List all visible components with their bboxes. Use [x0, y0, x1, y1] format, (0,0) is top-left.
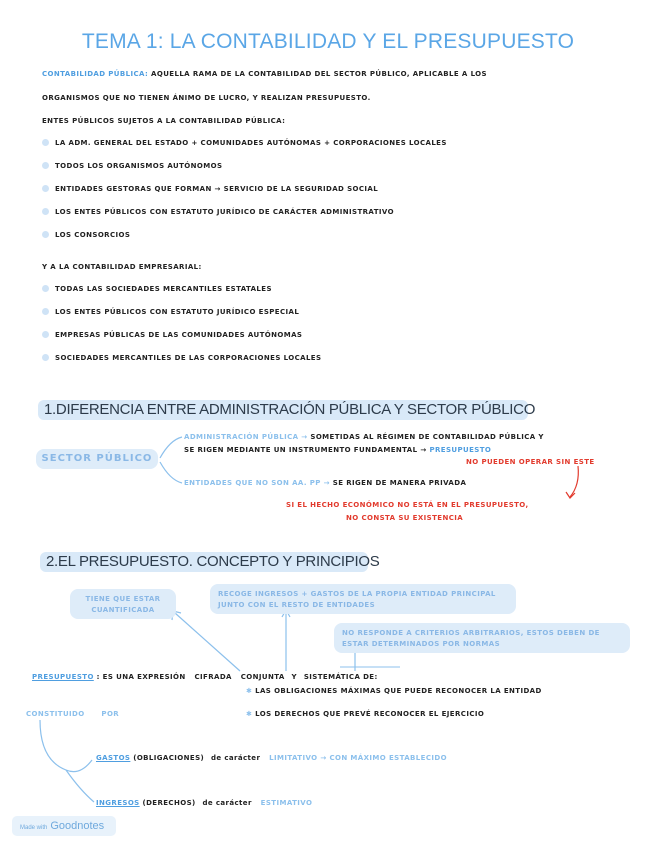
branch-1-line-1: [184, 433, 544, 441]
bullet-dot: [42, 331, 49, 338]
ingresos-line: [96, 799, 312, 807]
list-item: [42, 162, 222, 170]
list-item-text: EMPRESAS PÚBLICAS DE LAS COMUNIDADES AUTÓNOMAS: [55, 331, 303, 339]
bullet-dot: [42, 139, 49, 146]
list-item-text: ENTIDADES GESTORAS QUE FORMAN → SERVICIO DE LA SEGURIDAD SOCIAL: [55, 185, 379, 193]
pill-cifrada: [70, 589, 176, 619]
intro-text-1: AQUELLA RAMA DE LA CONTABILIDAD DEL SECTOR PÚBLICO, APLICABLE A LOS: [151, 70, 487, 78]
branch-1-text-2: SE RIGEN MEDIANTE UN INSTRUMENTO FUNDAMENTAL →: [184, 446, 427, 454]
pill-sistematica: [334, 623, 630, 653]
ingresos-type: ESTIMATIVO: [260, 799, 313, 807]
list-item-text: LA ADM. GENERAL DEL ESTADO + COMUNIDADES AUTÓNOMAS + CORPORACIONES LOCALES: [55, 139, 447, 147]
branch-1-red-note: NO PUEDEN OPERAR SIN ESTE: [466, 458, 595, 466]
list-item-text: LOS ENTES PÚBLICOS CON ESTATUTO JURÍDICO DE CARÁCTER ADMINISTRATIVO: [55, 208, 394, 216]
ingresos-paren: (DERECHOS): [142, 799, 196, 807]
gastos-paren: (OBLIGACIONES): [133, 754, 205, 762]
section-2-heading: 2.EL PRESUPUESTO. CONCEPTO Y PRINCIPIOS: [40, 552, 368, 572]
star-icon: ✱: [246, 710, 253, 718]
pill-cifrada-line-1: TIENE QUE ESTAR: [85, 595, 161, 603]
ingresos-term: INGRESOS: [96, 799, 140, 807]
bullet-dot: [42, 208, 49, 215]
star-icon: ✱: [246, 687, 253, 695]
intro-term: CONTABILIDAD PÚBLICA:: [42, 70, 149, 78]
list-item: [42, 285, 272, 293]
sector-publico-pill: SECTOR PÚBLICO: [36, 449, 158, 469]
list-item-text: SOCIEDADES MERCANTILES DE LAS CORPORACIONES LOCALES: [55, 354, 322, 362]
branch-1-text: SOMETIDAS AL RÉGIMEN DE CONTABILIDAD PÚBLICA Y: [310, 433, 544, 441]
intro-line-1: [42, 70, 487, 78]
branch-2-label: ENTIDADES QUE NO SON AA. PP →: [184, 479, 330, 487]
list-item: [42, 354, 321, 362]
word-y: Y: [291, 673, 297, 681]
gastos-type: LIMITATIVO → CON MÁXIMO ESTABLECIDO: [269, 754, 447, 762]
word-conjunta: CONJUNTA: [240, 673, 285, 681]
footer-brand: Goodnotes: [50, 820, 105, 832]
business-heading: Y A LA CONTABILIDAD EMPRESARIAL:: [42, 263, 202, 271]
branch-1-line-2: [184, 446, 491, 454]
list-item: [42, 308, 299, 316]
pill-cifrada-line-2: CUANTIFICADA: [91, 606, 155, 614]
list-item-text: TODAS LAS SOCIEDADES MERCANTILES ESTATALES: [55, 285, 272, 293]
branch-1-label: ADMINISTRACIÓN PÚBLICA →: [184, 433, 308, 441]
list-item: [42, 331, 302, 339]
bullet-dot: [42, 354, 49, 361]
list-item: [42, 231, 130, 239]
red-note-2: NO CONSTA SU EXISTENCIA: [346, 514, 464, 522]
definition-line: [32, 673, 378, 681]
goodnotes-badge[interactable]: [12, 816, 116, 836]
section-1-heading: 1.DIFERENCIA ENTRE ADMINISTRACIÓN PÚBLICA Y SECTOR PÚBLICO: [38, 400, 528, 420]
definition-text: : ES UNA EXPRESIÓN: [96, 673, 186, 681]
star-item-text: LOS DERECHOS QUE PREVÉ RECONOCER EL EJERCICIO: [255, 710, 485, 718]
branch-1-presupuesto: PRESUPUESTO: [429, 446, 492, 454]
pill-conjunta-line-1: RECOGE INGRESOS + GASTOS DE LA PROPIA ENTIDAD PRINCIPAL: [218, 590, 496, 598]
page-title: TEMA 1: LA CONTABILIDAD Y EL PRESUPUESTO: [81, 30, 575, 53]
red-note-1: SI EL HECHO ECONÓMICO NO ESTÁ EN EL PRESUPUESTO,: [286, 501, 529, 509]
pill-sistematica-line-2: ESTAR DETERMINADOS POR NORMAS: [342, 640, 501, 648]
list-item: [42, 208, 394, 216]
list-item-text: LOS ENTES PÚBLICOS CON ESTATUTO JURÍDICO ESPECIAL: [55, 308, 300, 316]
bullet-dot: [42, 308, 49, 315]
gastos-de: de carácter: [210, 754, 261, 762]
footer-prefix: Made with: [20, 825, 48, 831]
bullet-dot: [42, 285, 49, 292]
word-sistematica: SISTEMÁTICA DE:: [303, 673, 378, 681]
gastos-term: GASTOS: [96, 754, 131, 762]
star-item: [246, 710, 484, 718]
word-cifrada: CIFRADA: [194, 673, 232, 681]
pill-sistematica-line-1: NO RESPONDE A CRITERIOS ARBITRARIOS, ESTOS DEBEN DE: [342, 629, 600, 637]
subjects-heading: ENTES PÚBLICOS SUJETOS A LA CONTABILIDAD PÚBLICA:: [42, 117, 286, 125]
list-item: [42, 139, 447, 147]
intro-text-2: ORGANISMOS QUE NO TIENEN ÁNIMO DE LUCRO, Y REALIZAN PRESUPUESTO.: [42, 94, 371, 102]
ingresos-de: de carácter: [202, 799, 252, 807]
pill-conjunta-line-2: JUNTO CON EL RESTO DE ENTIDADES: [218, 601, 376, 609]
list-item: [42, 185, 378, 193]
bullet-dot: [42, 231, 49, 238]
list-item-text: LOS CONSORCIOS: [55, 231, 131, 239]
list-item-text: TODOS LOS ORGANISMOS AUTÓNOMOS: [55, 162, 223, 170]
definition-term: PRESUPUESTO: [32, 673, 94, 681]
star-item: [246, 687, 542, 695]
gastos-line: [96, 754, 447, 762]
bullet-dot: [42, 185, 49, 192]
bullet-dot: [42, 162, 49, 169]
branch-2-text: SE RIGEN DE MANERA PRIVADA: [332, 479, 467, 487]
star-item-text: LAS OBLIGACIONES MÁXIMAS QUE PUEDE RECONOCER LA ENTIDAD: [255, 687, 542, 695]
branch-2-line: [184, 479, 466, 487]
constituido-label: CONSTITUIDO POR: [26, 710, 120, 718]
pill-conjunta: [210, 584, 516, 614]
